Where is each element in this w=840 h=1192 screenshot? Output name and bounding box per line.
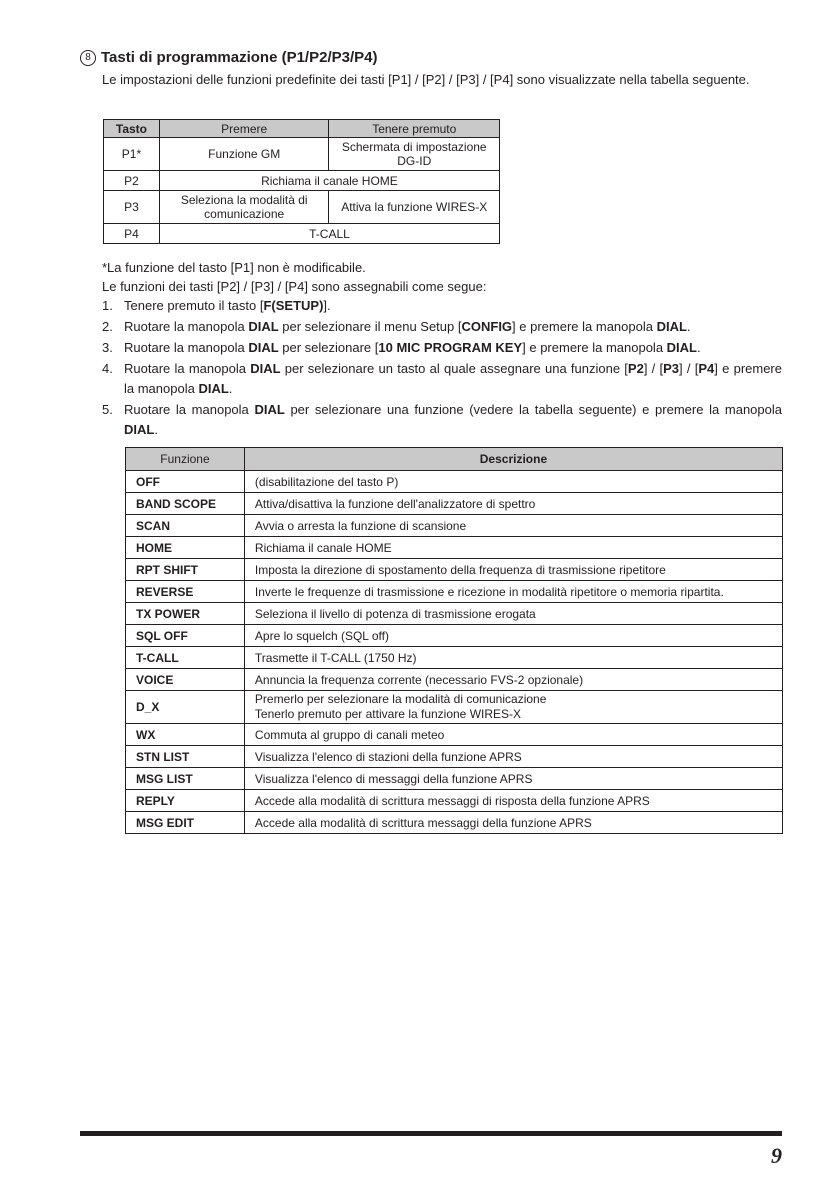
key-cell: P1* (104, 138, 160, 171)
function-description: Accede alla modalità di scrittura messaggi di risposta della funzione APRS (244, 790, 782, 812)
step-keyword: 10 MIC PROGRAM KEY (378, 340, 523, 355)
function-table (125, 447, 783, 834)
step-text (124, 296, 782, 316)
step-keyword: P2 (627, 361, 644, 376)
table-row (126, 559, 783, 581)
function-name: BAND SCOPE (126, 493, 245, 515)
key-table-header-hold: Tenere premuto (329, 120, 500, 138)
key-table-header-press: Premere (159, 120, 329, 138)
footer-rule (80, 1131, 782, 1136)
step-text-part: ]. (323, 298, 331, 313)
press-hold-cell: Richiama il canale HOME (159, 171, 499, 191)
step-text (124, 317, 782, 337)
step-text-part: ] / [ (643, 361, 664, 376)
key-cell: P4 (104, 224, 160, 244)
step-item (102, 359, 782, 399)
function-table-header-description: Descrizione (244, 448, 782, 471)
function-description: Apre lo squelch (SQL off) (244, 625, 782, 647)
step-keyword: DIAL (124, 422, 155, 437)
function-description: Visualizza l'elenco di stazioni della funzione APRS (244, 746, 782, 768)
function-description: Attiva/disattiva la funzione dell'analizzatore di spettro (244, 493, 782, 515)
step-text-part: . (686, 319, 691, 334)
function-name: OFF (126, 471, 245, 493)
function-description: Richiama il canale HOME (244, 537, 782, 559)
function-name: T-CALL (126, 647, 245, 669)
step-keyword: CONFIG (461, 319, 513, 334)
function-description: Avvia o arresta la funzione di scansione (244, 515, 782, 537)
function-name: WX (126, 724, 245, 746)
table-row (126, 471, 783, 493)
table-row (126, 625, 783, 647)
step-keyword: P4 (698, 361, 715, 376)
step-text-part: . (154, 422, 158, 437)
table-row (126, 746, 783, 768)
step-keyword: DIAL (656, 319, 687, 334)
function-description: Inverte le frequenze di trasmissione e ricezione in modalità ripetitore o memoria ripartita. (244, 581, 782, 603)
intro-paragraph: Le impostazioni delle funzioni predefinite dei tasti [P1] / [P2] / [P3] / [P4] sono visualizzate nella tabella seguente. (102, 72, 750, 87)
press-cell: Funzione GM (159, 138, 329, 171)
step-item (102, 400, 782, 440)
step-number: 3. (102, 340, 113, 355)
step-text-part: Ruotare la manopola (124, 340, 249, 355)
function-name: SCAN (126, 515, 245, 537)
function-description: Accede alla modalità di scrittura messaggi della funzione APRS (244, 812, 782, 834)
function-name: MSG EDIT (126, 812, 245, 834)
step-keyword: DIAL (198, 381, 229, 396)
step-text-part: ] / [ (679, 361, 699, 376)
function-description: Visualizza l'elenco di messaggi della funzione APRS (244, 768, 782, 790)
function-name: D_X (126, 691, 245, 724)
step-number: 2. (102, 319, 113, 334)
function-description: Trasmette il T-CALL (1750 Hz) (244, 647, 782, 669)
step-number: 1. (102, 298, 113, 313)
function-table-header (126, 448, 783, 471)
step-text-part: per selezionare il menu Setup [ (278, 319, 462, 334)
table-row (126, 790, 783, 812)
table-row (126, 537, 783, 559)
step-text-part: Ruotare la manopola (124, 361, 251, 376)
table-row (126, 812, 783, 834)
step-text-part: ] e premere la manopola (512, 319, 657, 334)
function-name: REVERSE (126, 581, 245, 603)
function-description: Imposta la direzione di spostamento della frequenza di trasmissione ripetitore (244, 559, 782, 581)
function-description-line: Premerlo per selezionare la modalità di comunicazione (254, 692, 547, 706)
press-hold-cell: T-CALL (159, 224, 499, 244)
note-p1: *La funzione del tasto [P1] non è modificabile. (102, 260, 366, 275)
table-row (126, 493, 783, 515)
section-heading (80, 49, 377, 66)
table-row (104, 171, 500, 191)
step-item (102, 338, 782, 358)
step-keyword: F(SETUP) (263, 298, 324, 313)
step-keyword: DIAL (250, 361, 281, 376)
notes (102, 258, 486, 296)
function-name: MSG LIST (126, 768, 245, 790)
step-keyword: P3 (663, 361, 680, 376)
key-table (103, 119, 500, 244)
table-row (126, 768, 783, 790)
function-table-header-function: Funzione (126, 448, 245, 471)
table-row (126, 724, 783, 746)
step-text-part: Ruotare la manopola (124, 402, 255, 417)
step-text-part: per selezionare [ (278, 340, 379, 355)
function-name: SQL OFF (126, 625, 245, 647)
function-description-line: Tenerlo premuto per attivare la funzione WIRES-X (254, 707, 522, 721)
table-row (126, 581, 783, 603)
step-text-part: . (697, 340, 701, 355)
key-table-header (104, 120, 500, 138)
section-title: Tasti di programmazione (P1/P2/P3/P4) (101, 49, 378, 66)
hold-cell: Schermata di impostazione DG-ID (329, 138, 500, 171)
step-text (124, 359, 782, 399)
key-table-header-key: Tasto (104, 120, 160, 138)
function-name: HOME (126, 537, 245, 559)
step-text (124, 338, 782, 358)
table-row (126, 691, 783, 724)
steps-list (102, 296, 782, 441)
table-row (126, 515, 783, 537)
step-number: 5. (102, 402, 113, 417)
function-name: TX POWER (126, 603, 245, 625)
step-text-part: Ruotare la manopola (124, 319, 249, 334)
step-keyword: DIAL (248, 340, 279, 355)
step-text-part: ] e premere la manopola (522, 340, 667, 355)
step-text (124, 400, 782, 440)
step-text-part: . (228, 381, 233, 396)
step-number: 4. (102, 361, 113, 376)
step-item (102, 296, 782, 316)
step-keyword: DIAL (254, 402, 285, 417)
step-text-part: per selezionare una funzione (vedere la tabella seguente) e premere la manopola (284, 402, 782, 417)
hold-cell: Attiva la funzione WIRES-X (329, 191, 500, 224)
section-number: 8 (80, 50, 96, 66)
key-cell: P2 (104, 171, 160, 191)
function-description: Annuncia la frequenza corrente (necessario FVS-2 opzionale) (244, 669, 782, 691)
function-description (244, 691, 782, 724)
function-name: REPLY (126, 790, 245, 812)
step-text-part: per selezionare un tasto al quale assegnare una funzione [ (280, 361, 628, 376)
step-keyword: DIAL (248, 319, 279, 334)
function-description: (disabilitazione del tasto P) (244, 471, 782, 493)
key-cell: P3 (104, 191, 160, 224)
note-assignable: Le funzioni dei tasti [P2] / [P3] / [P4] sono assegnabili come segue: (102, 279, 487, 294)
function-description: Commuta al gruppo di canali meteo (244, 724, 782, 746)
press-cell: Seleziona la modalità di comunicazione (159, 191, 329, 224)
page-number: 9 (771, 1143, 782, 1168)
function-description: Seleziona il livello di potenza di trasmissione erogata (244, 603, 782, 625)
function-name: RPT SHIFT (126, 559, 245, 581)
table-row (126, 669, 783, 691)
step-text-part: ] e premere la manopola (124, 361, 782, 396)
table-row (104, 138, 500, 171)
function-name: VOICE (126, 669, 245, 691)
table-row (126, 603, 783, 625)
step-item (102, 317, 782, 337)
step-text-part: Tenere premuto il tasto [ (124, 298, 264, 313)
table-row (104, 224, 500, 244)
function-name: STN LIST (126, 746, 245, 768)
step-keyword: DIAL (666, 340, 698, 355)
table-row (126, 647, 783, 669)
table-row (104, 191, 500, 224)
